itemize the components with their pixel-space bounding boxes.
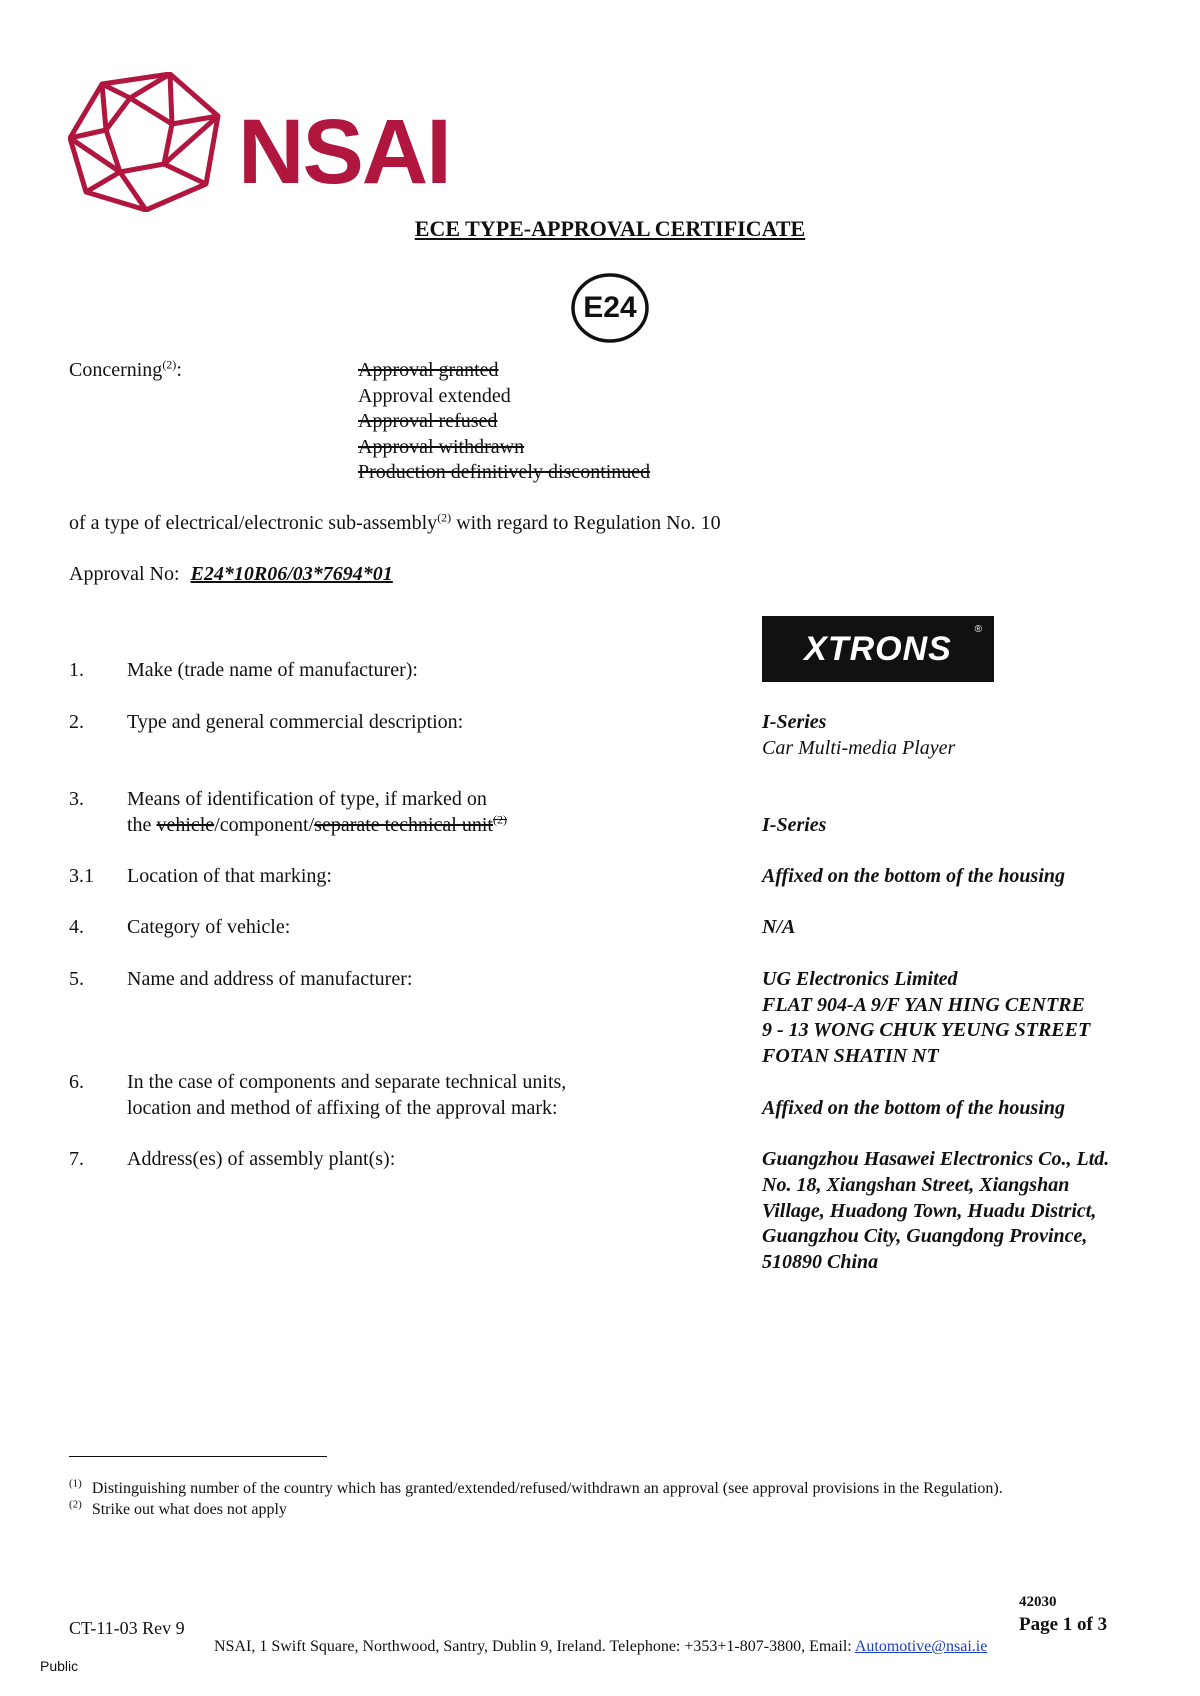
item-5-number: 5. [69,968,84,990]
item-2-value-description: Car Multi-media Player [762,737,956,759]
plant-address-line: 510890 China [762,1251,879,1273]
regulation-statement: of a type of electrical/electronic sub-assembly$^{(2)}$ with regard to Regulation No. 10 [69,510,721,534]
concerning-label: Concerning$^{(2)}$: [69,357,182,381]
e-mark-text: E24 [583,291,637,324]
item-6-label-line-1: In the case of components and separate technical units, [127,1071,567,1093]
document-code: 42030 [1019,1594,1057,1610]
item-3-label-line-1: Means of identification of type, if marked on [127,788,487,810]
approval-number: E24*10R06/03*7694*01 [190,563,393,585]
option-approval-extended: Approval extended [358,385,511,407]
registered-mark: ® [974,624,982,635]
item-3-label-line-2: the vehicle/component/separate technical unit$^{(2)}$ [127,812,507,836]
certificate-title: ECE TYPE-APPROVAL CERTIFICATE [414,216,806,241]
email-link[interactable]: Automotive@nsai.ie [854,1638,988,1655]
plant-address-line: Village, Huadong Town, Huadu District, [762,1200,1097,1222]
plant-address-line: Guangzhou City, Guangdong Province, [762,1225,1088,1247]
item-3-value: I-Series [762,814,827,836]
item-4-value: N/A [762,916,796,938]
option-approval-granted: Approval granted [358,359,499,381]
plant-name: Guangzhou Hasawei Electronics Co., Ltd. [762,1148,1110,1170]
item-3-1-value: Affixed on the bottom of the housing [762,865,1066,887]
item-4-label: Category of vehicle: [127,916,291,938]
page-number: Page 1 of 3 [1019,1614,1108,1635]
option-approval-withdrawn: Approval withdrawn [358,436,525,458]
item-4-number: 4. [69,916,84,938]
xtrons-logo-text: XTRONS [804,629,952,668]
manufacturer-address-line: 9 - 13 WONG CHUK YEUNG STREET [762,1019,1091,1041]
item-2-number: 2. [69,711,84,733]
footnote-1: $^{(1)}$ Distinguishing number of the country which has granted/extended/refused/withdrawn an approval (see approval provisions in the Regulation). [69,1477,1003,1497]
item-5-label: Name and address of manufacturer: [127,968,413,990]
item-6-value: Affixed on the bottom of the housing [762,1097,1066,1119]
approval-number-label: Approval No: [69,563,180,585]
nsai-polyhedron-icon [68,72,224,212]
footer-address: NSAI, 1 Swift Square, Northwood, Santry, Dublin 9, Ireland. Telephone: +353+1-807-3800, Email: Automotive@nsai.ie [214,1638,988,1655]
footnote-divider [69,1456,327,1457]
document-reference: CT-11-03 Rev 9 [69,1618,185,1638]
manufacturer-address-line: FOTAN SHATIN NT [762,1045,939,1067]
item-6-label-line-2: location and method of affixing of the approval mark: [127,1097,558,1119]
xtrons-logo [762,616,994,682]
item-1-number: 1. [69,659,84,681]
option-production-discontinued: Production definitively discontinued [358,461,651,483]
option-approval-refused: Approval refused [358,410,498,432]
footnote-2: $^{(2)}$ Strike out what does not apply [69,1498,287,1518]
item-1-label: Make (trade name of manufacturer): [127,659,418,681]
item-2-value-type: I-Series [762,711,827,733]
item-7-number: 7. [69,1148,84,1170]
e24-approval-mark [570,272,650,344]
nsai-logo [68,72,458,212]
plant-address-line: No. 18, Xiangshan Street, Xiangshan [762,1174,1070,1196]
nsai-wordmark: NSAI [238,101,450,203]
item-2-label: Type and general commercial description: [127,711,464,733]
item-3-1-number: 3.1 [69,865,94,887]
item-3-1-label: Location of that marking: [127,865,332,887]
item-7-label: Address(es) of assembly plant(s): [127,1148,396,1170]
item-6-number: 6. [69,1071,84,1093]
approval-number-row [69,561,393,587]
classification-label: Public [40,1658,79,1674]
item-3-number: 3. [69,788,84,810]
manufacturer-address-line: FLAT 904-A 9/F YAN HING CENTRE [762,994,1085,1016]
manufacturer-name: UG Electronics Limited [762,968,958,990]
